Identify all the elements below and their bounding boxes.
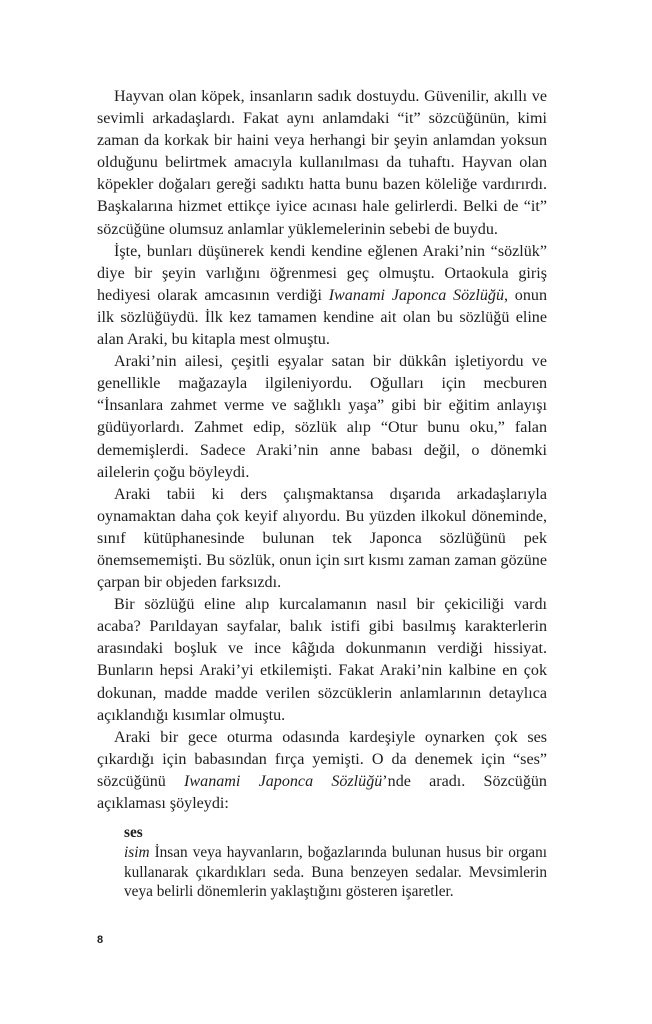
paragraph xyxy=(97,86,547,241)
dictionary-entry xyxy=(124,823,547,902)
paragraph-text: Hayvan olan köpek, insanların sadık dostuydu. Güvenilir, akıllı ve sevimli arkadaşlardı. Fakat aynı anlamdaki “it” sözcüğünün, kimi zaman da korkak bir haini veya herhangi bir şeyin anlamdan yoksun olduğunu belirtmek amacıyla kullanılması da tuhaftı. Hayvan olan köpekler doğaları gereği sadıktı hatta bunu bazen köleliğe vardırırdı. Başkalarına hizmet ettikçe iyice acınası hale gelirlerdi. Belki de “it” sözcüğüne olumsuz anlamlar yüklemelerinin sebebi de buydu. xyxy=(97,88,547,238)
paragraphs xyxy=(97,86,547,815)
paragraph-text: ’nde aradı. Sözcüğün açıklaması şöyleydi: xyxy=(97,772,547,812)
paragraph xyxy=(97,351,547,484)
paragraph xyxy=(97,241,547,351)
book-title: Iwanami Japonca Sözlüğü xyxy=(184,772,383,790)
entry-text: İnsan veya hayvanların, boğazlarında bulunan husus bir organı kullanarak çıkardıkları seda. Buna benzeyen sedalar. Mevsimlerin veya belirli dönemlerin yaklaştığını gösteren işaretler. xyxy=(124,843,547,901)
paragraph-text: Bir sözlüğü eline alıp kurcalamanın nasıl bir çekiciliği vardı acaba? Parıldayan sayfalar, balık istifi gibi basılmış karakterlerin arasındaki boşluk ve ince kâğıda dokunmanın verdiği hissiyat. Bunların hepsi Araki’yi etkilemişti. Fakat Araki’nin kalbine en çok dokunan, madde madde verilen sözcüklerin anlamlarının detaylıca açıklandığı kısımlar olmuştu. xyxy=(97,596,547,724)
entry-headword: ses xyxy=(124,824,143,842)
entry-part-of-speech: isim xyxy=(124,843,150,861)
paragraph-text: , onun ilk sözlüğüydü. İlk kez tamamen kendine ait olan bu sözlüğü eline alan Araki, bu kitapla mest olmuştu. xyxy=(97,286,547,349)
paragraph xyxy=(97,594,547,727)
paragraph-text: Araki bir gece oturma odasında kardeşiyle oynarken çok ses çıkardığı için babasından fırça yemişti. O da denemek için “ses” sözcüğünü xyxy=(97,728,547,790)
paragraph-text: İşte, bunları düşünerek kendi kendine eğlenen Araki’nin “sözlük” diye bir şeyin varlığını öğrenmesi geç olmuştu. Ortaokula giriş hediyesi olarak amcasının verdiği xyxy=(97,242,547,304)
paragraph-text: Araki’nin ailesi, çeşitli eşyalar satan bir dükkân işletiyordu ve genellikle mağazayla ilgileniyordu. Oğulları için mecburen “İnsanlara zahmet verme ve sağlıklı yaşa” gibi bir eğitim anlayışı güdüyorlardı. Zahmet edip, sözlük alıp “Otur bunu oku,” falan dememişlerdi. Sadece Araki’nin anne babası değil, o dönemki ailelerin çoğu böyleydi. xyxy=(97,353,547,481)
entry-body xyxy=(124,843,547,902)
page-body xyxy=(97,86,547,902)
book-title: Iwanami Japonca Sözlüğü xyxy=(328,286,505,304)
paragraph xyxy=(97,727,547,815)
paragraph xyxy=(97,484,547,594)
paragraph-text: Araki tabii ki ders çalışmaktansa dışarıda arkadaşlarıyla oynamaktan daha çok keyif alıyordu. Bu yüzden ilkokul döneminde, sınıf kütüphanesinde bulunan tek Japonca sözlüğünü pek önemsememişti. Bu sözlük, onun için sırt kısmı zaman zaman gözüne çarpan bir objeden farksızdı. xyxy=(97,485,547,592)
page-number: 8 xyxy=(97,934,104,946)
